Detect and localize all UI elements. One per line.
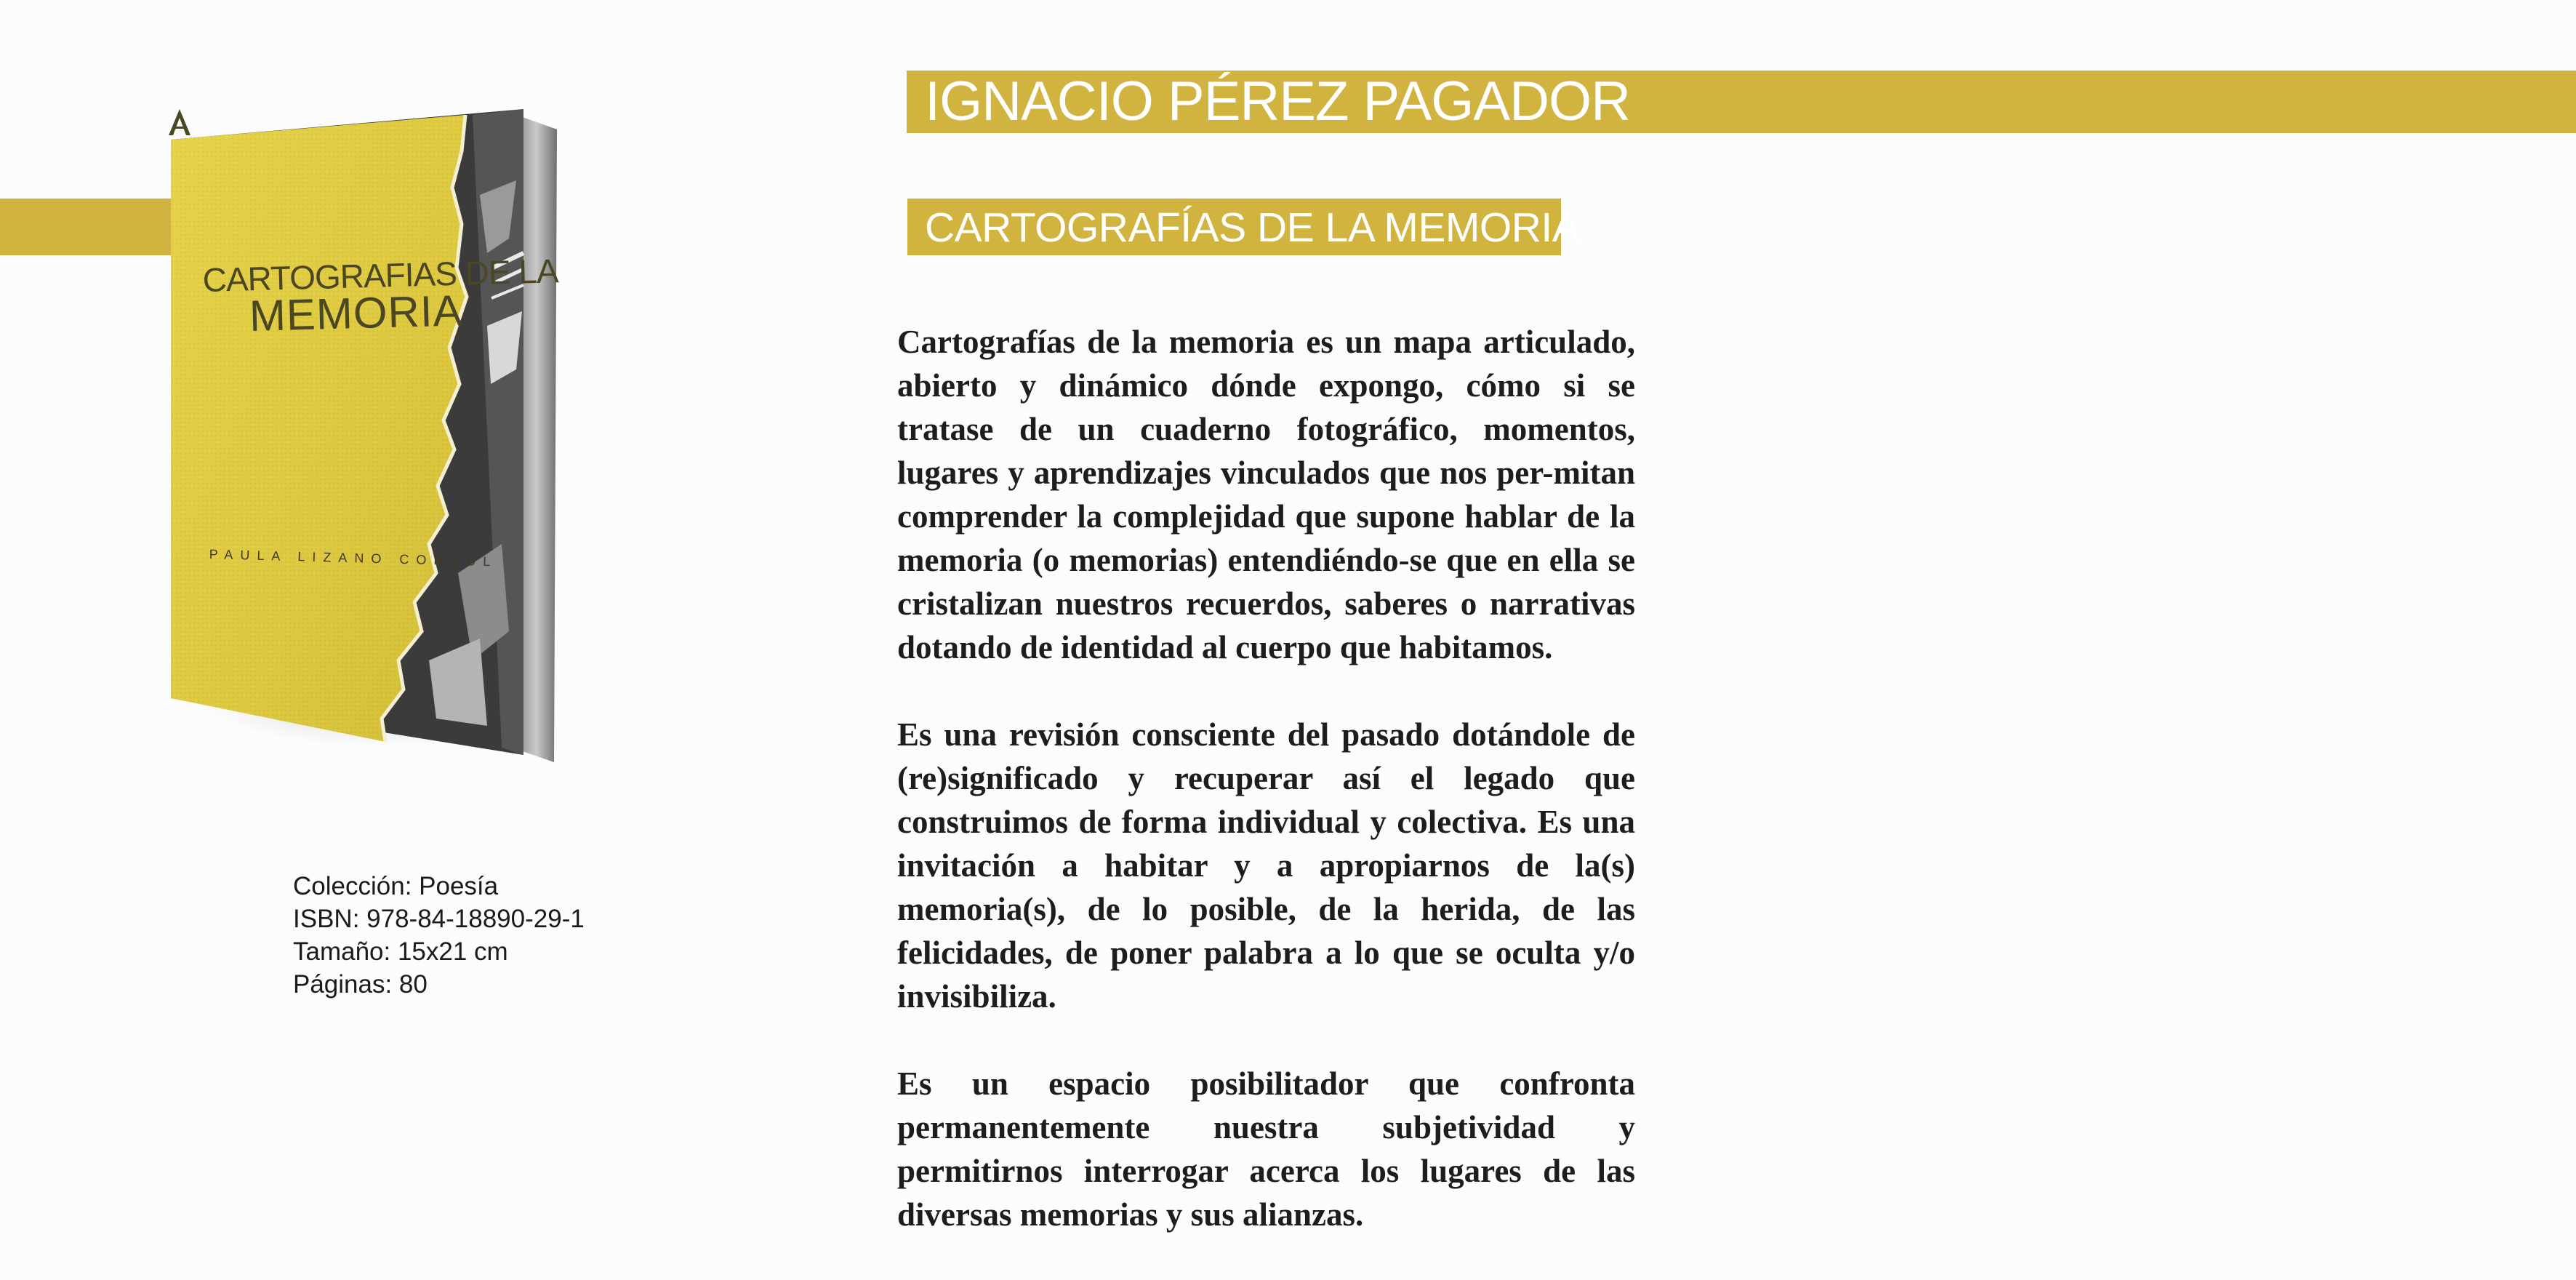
spec-paginas: Páginas: 80: [293, 970, 428, 999]
description-paragraph-1: Cartografías de la memoria es un mapa articulado, abierto y dinámico dónde expongo, cómo si se tratase de un cuaderno fotográfico, momentos, lugares y aprendizajes vinculados que nos per-mitan comprender la complejidad que supone hablar de la memoria (o memorias) entendiéndo-se que en ella se cristalizan nuestros recuerdos, saberes o narrativas dotando de identidad al cuerpo que habitamos.: [897, 324, 1635, 665]
spec-coleccion: Colección: Poesía: [293, 872, 499, 900]
book-cover-art: [167, 108, 560, 762]
title-band-left: [0, 199, 174, 255]
cover-title-line-2: MEMORIA: [249, 286, 464, 340]
description-paragraph-3: Es un espacio posibilitador que confronta permanentemente nuestra subjetividad y permitirnos interrogar acerca los lugares de las diversas memorias y sus alianzas.: [897, 1065, 1635, 1233]
author-name: IGNACIO PÉREZ PAGADOR: [925, 71, 1630, 132]
book-cover-image: [167, 108, 560, 762]
description-paragraph-2: Es una revisión consciente del pasado dotándole de (re)significado y recuperar así el legado que construimos de forma individual y colectiva. Es una invitación a habitar y a apropiarnos de la(s) memoria(s), de lo posible, de la herida, de las felicidades, de poner palabra a lo que se oculta y/o invisibiliza.: [897, 716, 1635, 1015]
publisher-logo-a-icon: [167, 108, 192, 137]
cover-title-line-1: CARTOGRAFIAS DE LA: [202, 252, 559, 299]
book-title-heading: CARTOGRAFÍAS DE LA MEMORIA: [925, 204, 1580, 251]
spec-isbn: ISBN: 978-84-18890-29-1: [293, 905, 585, 933]
spec-tamano: Tamaño: 15x21 cm: [293, 937, 508, 966]
cover-author: PAULA LIZANO CONSUL: [209, 547, 498, 569]
book-specs: [293, 870, 585, 1001]
book-description: [897, 320, 1635, 1280]
